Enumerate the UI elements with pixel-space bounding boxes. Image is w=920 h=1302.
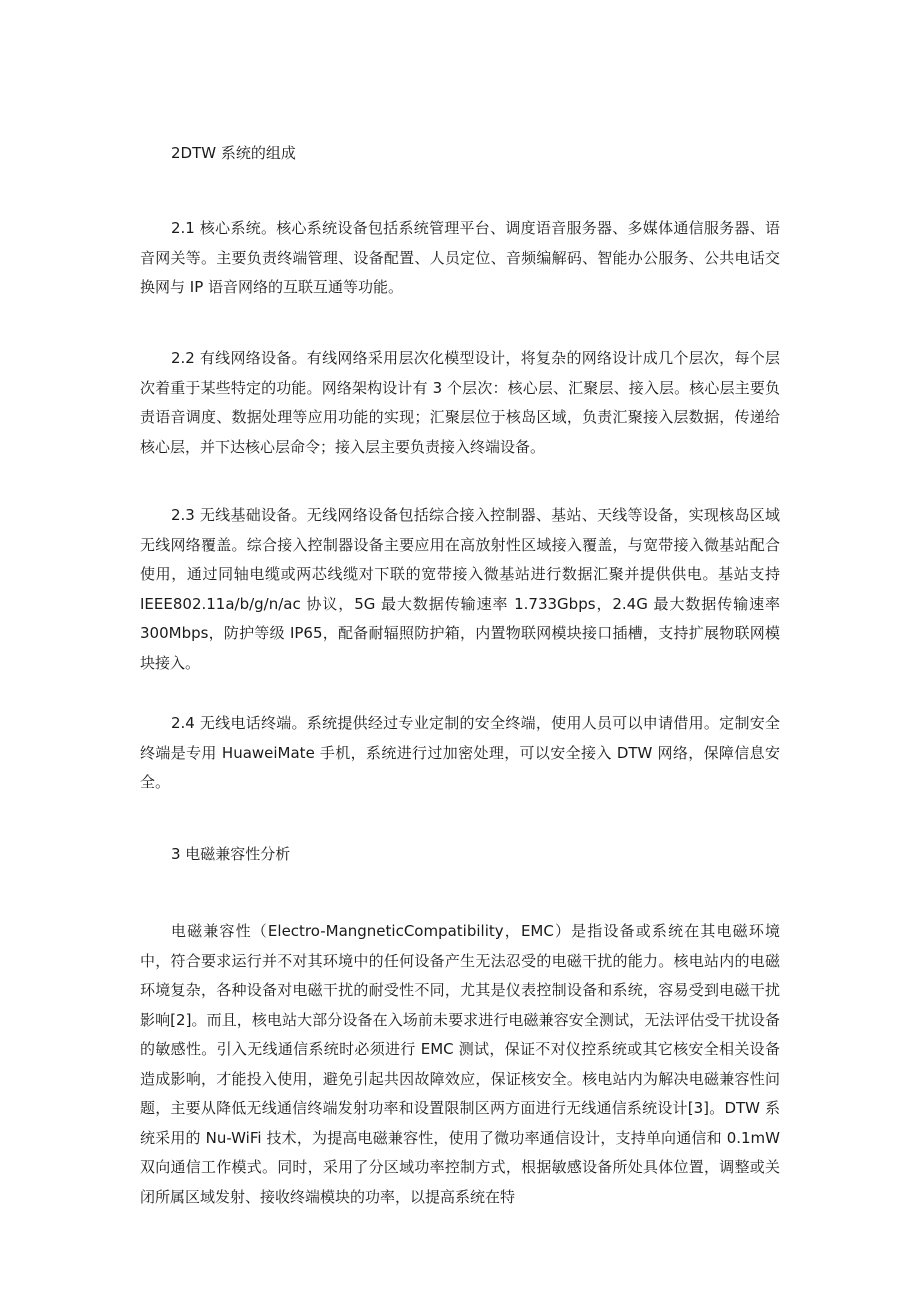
paragraph-2-3-wireless-infrastructure: 2.3 无线基础设备。无线网络设备包括综合接入控制器、基站、天线等设备，实现核岛区域无线网络覆盖。综合接入控制器设备主要应用在高放射性区域接入覆盖，与宽带接入微基站配合使用，通过同轴电缆或两芯线缆对下联的宽带接入微基站进行数据汇聚并提供供电。基站支持 IEEE802.11a/b/g/n/ac 协议，5G 最大数据传输速率 1.733Gbps，2.4G 最大数据传输速率 300Mbps，防护等级 IP65，配备耐辐照防护箱，内置物联网模块接口插槽，支持扩展物联网模块接入。 (140, 506, 780, 672)
section-heading-3: 3 电磁兼容性分析 (171, 845, 291, 863)
paragraph-2-1-core-system: 2.1 核心系统。核心系统设备包括系统管理平台、调度语音服务器、多媒体通信服务器、语音网关等。主要负责终端管理、设备配置、人员定位、音频编解码、智能办公服务、公共电话交换网与 IP 语音网络的互联互通等功能。 (140, 219, 780, 296)
section-heading-2: 2DTW 系统的组成 (171, 144, 296, 162)
paragraph-2-4-wireless-terminal: 2.4 无线电话终端。系统提供经过专业定制的安全终端，使用人员可以申请借用。定制安全终端是专用 HuaweiMate 手机，系统进行过加密处理，可以安全接入 DTW 网络，保障信息安全。 (140, 714, 780, 791)
paragraph-3-emc-analysis: 电磁兼容性（Electro-MangneticCompatibility，EMC）是指设备或系统在其电磁环境中，符合要求运行并不对其环境中的任何设备产生无法忍受的电磁干扰的能力。核电站内的电磁环境复杂，各种设备对电磁干扰的耐受性不同，尤其是仪表控制设备和系统，容易受到电磁干扰影响[2]。而且，核电站大部分设备在入场前未要求进行电磁兼容安全测试，无法评估受干扰设备的敏感性。引入无线通信系统时必须进行 EMC 测试，保证不对仪控系统或其它核安全相关设备造成影响，才能投入使用，避免引起共因故障效应，保证核安全。核电站内为解决电磁兼容性问题，主要从降低无线通信终端发射功率和设置限制区两方面进行无线通信系统设计[3]。DTW 系统采用的 Nu-WiFi 技术，为提高电磁兼容性，使用了微功率通信设计，支持单向通信和 0.1mW 双向通信工作模式。同时，采用了分区域功率控制方式，根据敏感设备所处具体位置，调整或关闭所属区域发射、接收终端模块的功率，以提高系统在特 (140, 922, 780, 1206)
paragraph-2-2-wired-network: 2.2 有线网络设备。有线网络采用层次化模型设计，将复杂的网络设计成几个层次，每个层次着重于某些特定的功能。网络架构设计有 3 个层次：核心层、汇聚层、接入层。核心层主要负责语音调度、数据处理等应用功能的实现；汇聚层位于核岛区域，负责汇聚接入层数据，传递给核心层，并下达核心层命令；接入层主要负责接入终端设备。 (140, 349, 780, 456)
